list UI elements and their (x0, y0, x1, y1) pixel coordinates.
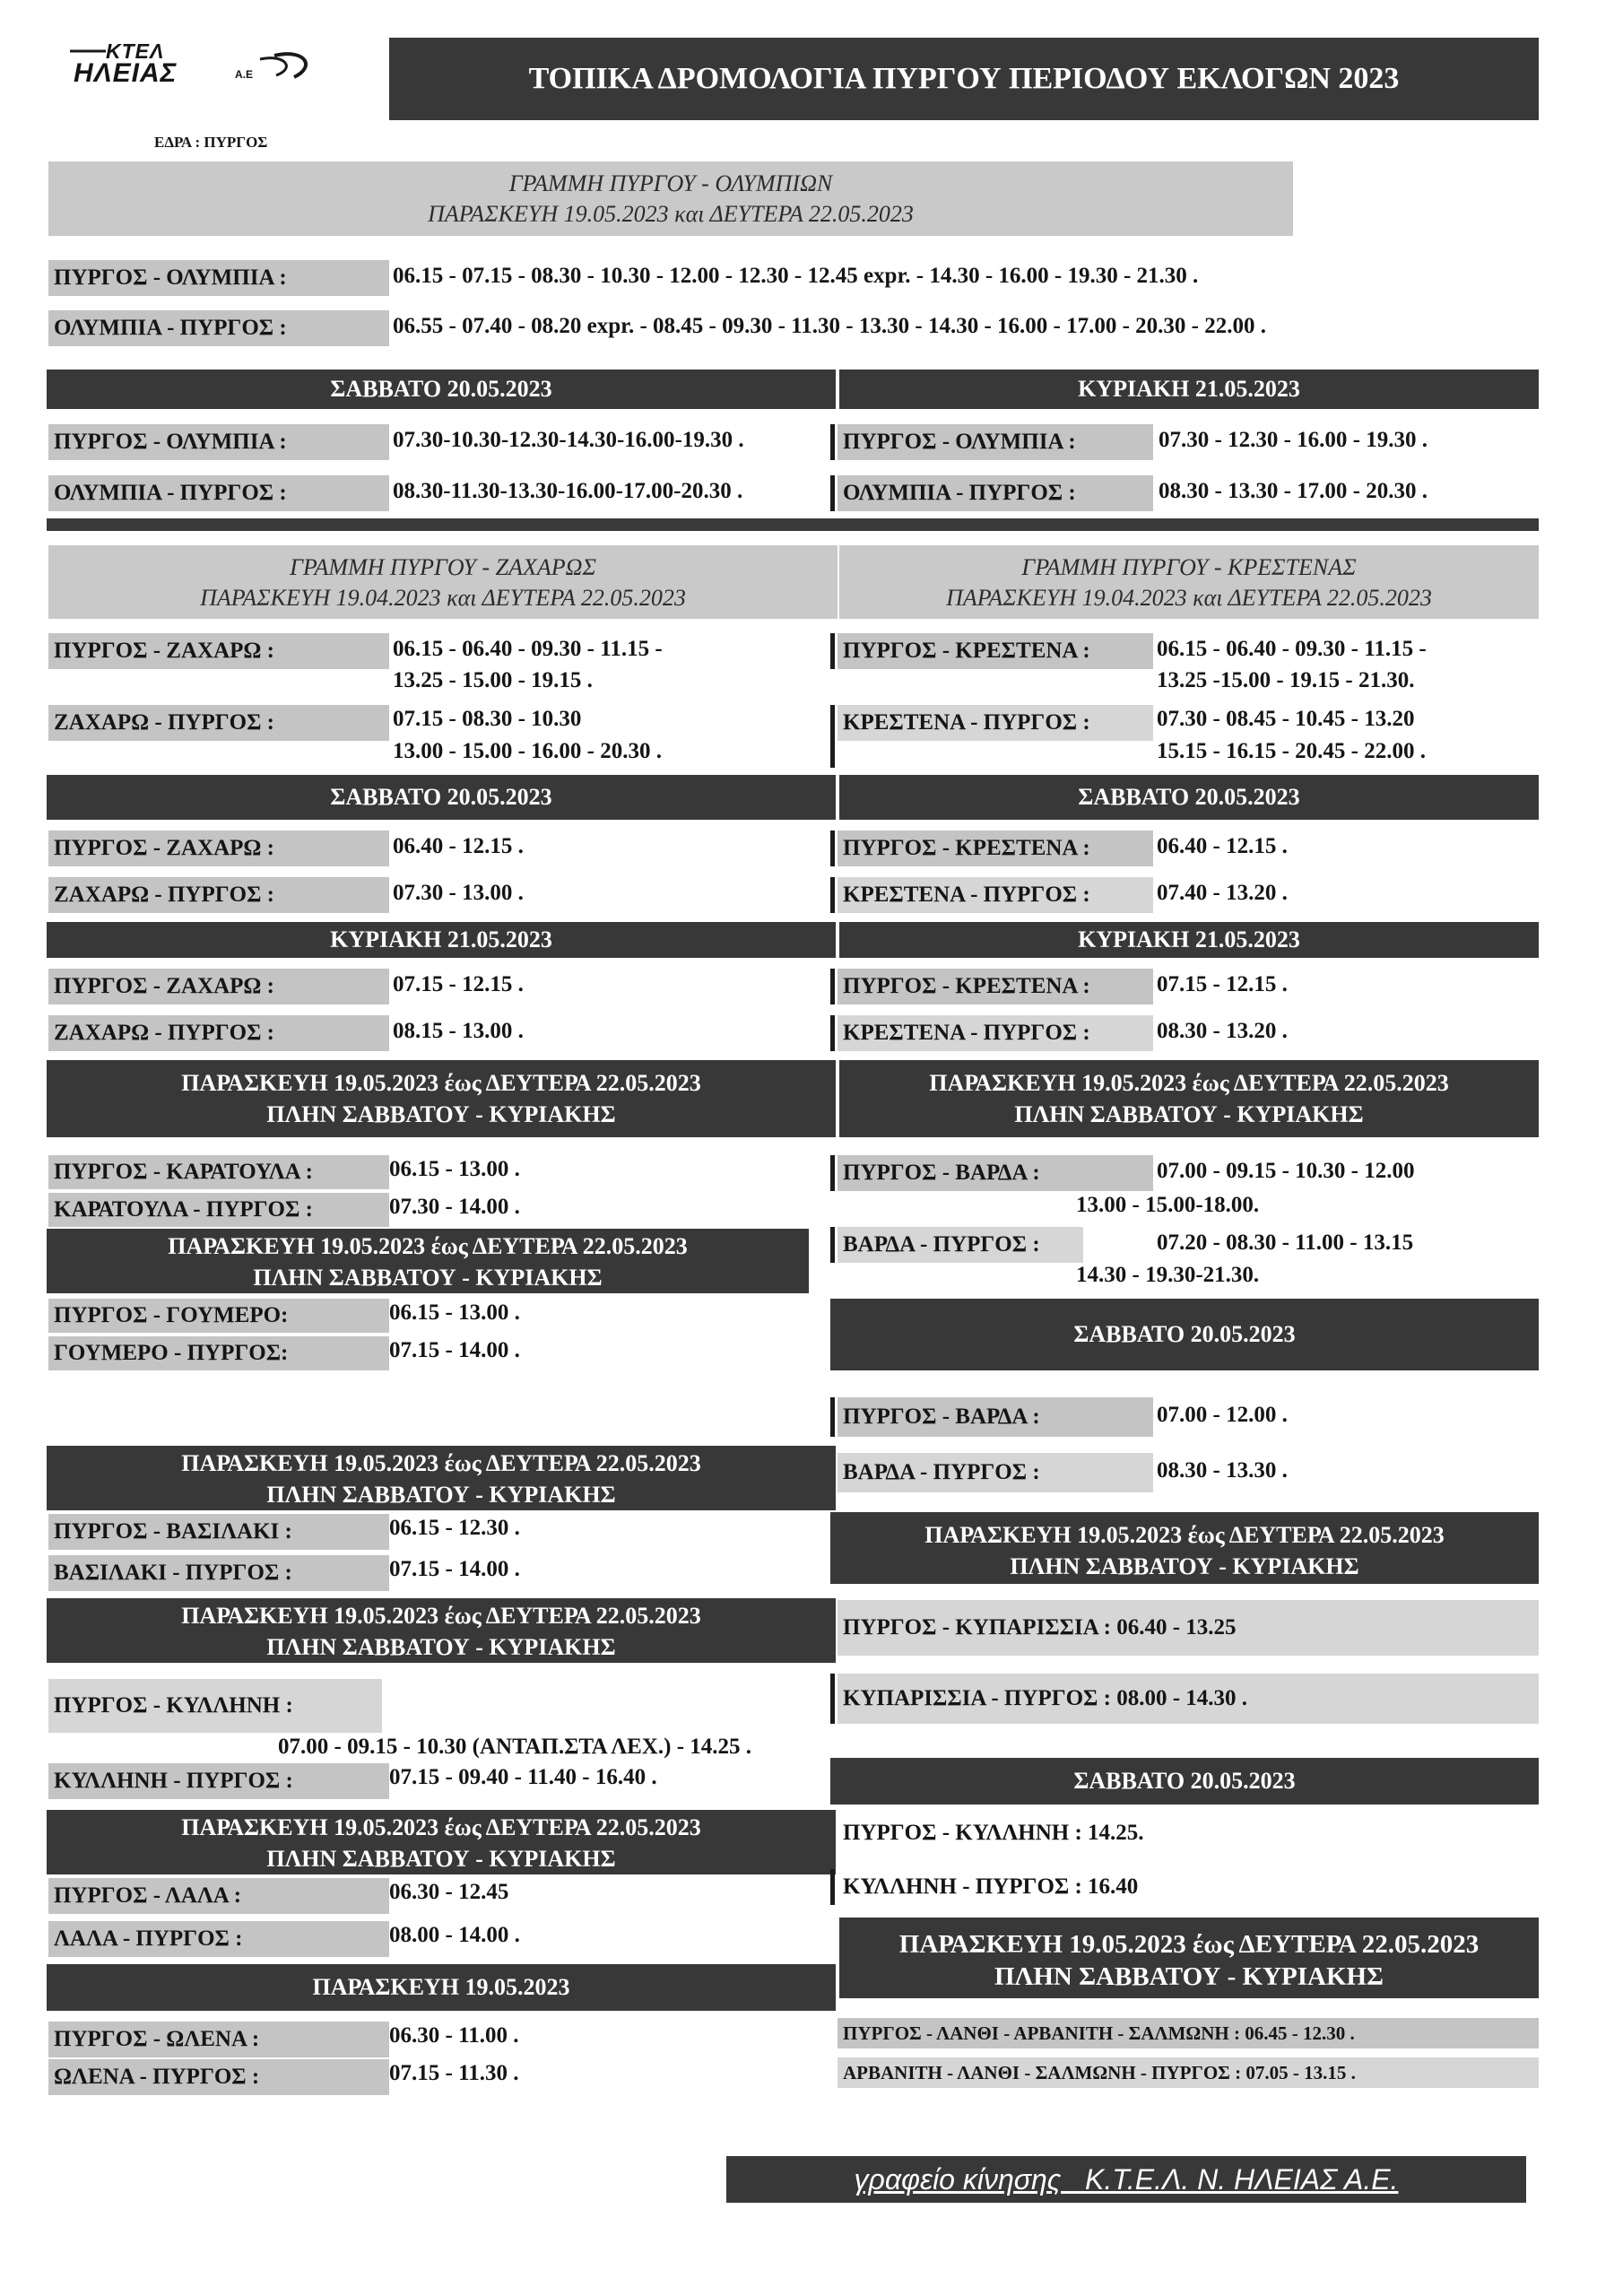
karatoula-out-times: 06.15 - 13.00 . (389, 1157, 520, 1181)
olena-ret-times: 07.15 - 11.30 . (389, 2061, 519, 2085)
krestena-sun-ret-times: 08.30 - 13.20 . (1157, 1019, 1288, 1043)
divider-bar (830, 424, 835, 460)
lala-out-label: ΠΥΡΓΟΣ - ΛΑΛΑ : (48, 1878, 389, 1914)
varda-ret-times-1: 07.20 - 08.30 - 11.00 - 13.15 (1157, 1231, 1414, 1255)
zacharo-out-label: ΠΥΡΓΟΣ - ΖΑΧΑΡΩ : (48, 633, 389, 669)
olympia-sat-header: ΣΑΒΒΑΤΟ 20.05.2023 (47, 370, 836, 409)
krestena-ret-times-1: 07.30 - 08.45 - 10.45 - 13.20 (1157, 707, 1415, 731)
divider-bar (830, 969, 835, 1004)
weekday-header-line2: ΠΛΗΝ ΣΑΒΒΑΤΟΥ - ΚΥΡΙΑΚΗΣ (266, 1634, 616, 1660)
zacharo-out-times-1: 06.15 - 06.40 - 09.30 - 11.15 - (393, 637, 663, 661)
zacharo-sat-ret-label: ΖΑΧΑΡΩ - ΠΥΡΓΟΣ : (48, 877, 389, 913)
divider-bar (830, 1015, 835, 1051)
weekday-header-line1: ΠΑΡΑΣΚΕΥΗ 19.05.2023 έως ΔΕΥΤΕΡΑ 22.05.2023 (924, 1522, 1445, 1548)
weekday-header-line2: ΠΛΗΝ ΣΑΒΒΑΤΟΥ - ΚΥΡΙΑΚΗΣ (266, 1482, 616, 1508)
weekday-header-line1: ΠΑΡΑΣΚΕΥΗ 19.05.2023 έως ΔΕΥΤΕΡΑ 22.05.2023 (181, 1450, 701, 1476)
kyparissia-out: ΠΥΡΓΟΣ - ΚΥΠΑΡΙΣΣΙΑ : 06.40 - 13.25 (838, 1600, 1539, 1656)
varda-sat-ret-label: ΒΑΡΔΑ - ΠΥΡΓΟΣ : (838, 1453, 1153, 1492)
kyllini-out-label: ΠΥΡΓΟΣ - ΚΥΛΛΗΝΗ : (48, 1679, 382, 1733)
lanthi-header (839, 1918, 1539, 1998)
weekday-header-line1: ΠΑΡΑΣΚΕΥΗ 19.05.2023 έως ΔΕΥΤΕΡΑ 22.05.2023 (181, 1814, 701, 1840)
olympia-sat-out-label: ΠΥΡΓΟΣ - ΟΛΥΜΠΙΑ : (48, 424, 389, 460)
goumero-header (47, 1229, 809, 1293)
zacharo-ret-times-2: 13.00 - 15.00 - 16.00 - 20.30 . (393, 739, 662, 763)
varda-out-times-1: 07.00 - 09.15 - 10.30 - 12.00 (1157, 1159, 1415, 1183)
lala-ret-label: ΛΑΛΑ - ΠΥΡΓΟΣ : (48, 1921, 389, 1957)
varda-sat-ret-times: 08.30 - 13.30 . (1157, 1458, 1288, 1483)
weekday-header-line2: ΠΛΗΝ ΣΑΒΒΑΤΟΥ - ΚΥΡΙΑΚΗΣ (994, 1962, 1384, 1991)
olympia-ret-label: ΟΛΥΜΠΙΑ - ΠΥΡΓΟΣ : (48, 310, 389, 346)
logo-suffix: Α.Ε (235, 68, 254, 81)
goumero-out-label: ΠΥΡΓΟΣ - ΓΟΥΜΕΡΟ: (48, 1299, 389, 1333)
vasilaki-ret-label: ΒΑΣΙΛΑΚΙ - ΠΥΡΓΟΣ : (48, 1555, 389, 1591)
weekday-header-line2: ΠΛΗΝ ΣΑΒΒΑΤΟΥ - ΚΥΡΙΑΚΗΣ (253, 1265, 603, 1291)
divider-bar (830, 1155, 835, 1191)
divider-bar (830, 1869, 835, 1905)
logo-line2: ΗΛΕΙΑΣ (74, 58, 178, 88)
olympia-out-times: 06.15 - 07.15 - 08.30 - 10.30 - 12.00 - 12.30 - 12.45 expr. - 14.30 - 16.00 - 19.30 - 21.30 . (393, 264, 1199, 288)
zacharo-sat-out-times: 06.40 - 12.15 . (393, 834, 524, 858)
kyparissia-ret: ΚΥΠΑΡΙΣΣΙΑ - ΠΥΡΓΟΣ : 08.00 - 14.30 . (838, 1674, 1539, 1724)
divider-bar (830, 831, 835, 866)
kyllini-out-times: 07.00 - 09.15 - 10.30 (ΑΝΤΑΠ.ΣΤΑ ΛΕΧ.) - 14.25 . (278, 1735, 752, 1759)
olena-ret-label: ΩΛΕΝΑ - ΠΥΡΓΟΣ : (48, 2059, 389, 2095)
footer-text: γραφείο κίνησης Κ.Τ.Ε.Λ. Ν. ΗΛΕΙΑΣ Α.Ε. (854, 2162, 1399, 2196)
zacharo-out-times-2: 13.25 - 15.00 - 19.15 . (393, 668, 593, 692)
seat-label: ΕΔΡΑ : ΠΥΡΓΟΣ (154, 134, 268, 151)
logo-line1: ΚΤΕΛ (106, 39, 165, 63)
weekday-header-line1: ΠΑΡΑΣΚΕΥΗ 19.05.2023 έως ΔΕΥΤΕΡΑ 22.05.2023 (181, 1070, 701, 1096)
goumero-ret-label: ΓΟΥΜΕΡΟ - ΠΥΡΓΟΣ: (48, 1336, 389, 1370)
krestena-ret-times-2: 15.15 - 16.15 - 20.45 - 22.00 . (1157, 739, 1426, 763)
zacharo-sat-header: ΣΑΒΒΑΤΟ 20.05.2023 (47, 775, 836, 820)
karatoula-ret-label: ΚΑΡΑΤΟΥΛΑ - ΠΥΡΓΟΣ : (48, 1193, 389, 1227)
krestena-sat-out-label: ΠΥΡΓΟΣ - ΚΡΕΣΤΕΝΑ : (838, 831, 1153, 866)
company-logo (70, 39, 321, 88)
zacharo-sun-ret-times: 08.15 - 13.00 . (393, 1019, 524, 1043)
divider-bar (830, 877, 835, 913)
lanthi-ret: ΑΡΒΑΝΙΤΗ - ΛΑΝΘΙ - ΣΑΛΜΩΝΗ - ΠΥΡΓΟΣ : 07.05 - 13.15 . (838, 2057, 1539, 2088)
zacharo-sat-ret-times: 07.30 - 13.00 . (393, 881, 524, 905)
zacharo-ret-times-1: 07.15 - 08.30 - 10.30 (393, 707, 582, 731)
weekday-header-line1: ΠΑΡΑΣΚΕΥΗ 19.05.2023 έως ΔΕΥΤΕΡΑ 22.05.2023 (898, 1930, 1480, 1959)
olympia-line-title: ΓΡΑΜΜΗ ΠΥΡΓΟΥ - ΟΛΥΜΠΙΩΝ (508, 170, 833, 196)
olympia-sat-ret-times: 08.30-11.30-13.30-16.00-17.00-20.30 . (393, 479, 743, 503)
weekday-header-line2: ΠΛΗΝ ΣΑΒΒΑΤΟΥ - ΚΥΡΙΑΚΗΣ (266, 1101, 616, 1127)
olympia-dates: ΠΑΡΑΣΚΕΥΗ 19.05.2023 και ΔΕΥΤΕΡΑ 22.05.2023 (428, 201, 914, 227)
olympia-header (48, 161, 1293, 236)
kyllini-sat-header: ΣΑΒΒΑΤΟ 20.05.2023 (830, 1758, 1539, 1805)
lala-header (47, 1810, 836, 1874)
krestena-dates: ΠΑΡΑΣΚΕΥΗ 19.04.2023 και ΔΕΥΤΕΡΑ 22.05.2023 (946, 585, 1432, 611)
varda-sat-header: ΣΑΒΒΑΤΟ 20.05.2023 (830, 1299, 1539, 1370)
olympia-sun-out-label: ΠΥΡΓΟΣ - ΟΛΥΜΠΙΑ : (838, 424, 1153, 460)
kyllini-header (47, 1598, 836, 1663)
weekday-header-line2: ΠΛΗΝ ΣΑΒΒΑΤΟΥ - ΚΥΡΙΑΚΗΣ (1010, 1553, 1359, 1579)
zacharo-header (48, 545, 838, 619)
section-divider (47, 518, 1539, 531)
krestena-out-times-2: 13.25 -15.00 - 19.15 - 21.30. (1157, 668, 1415, 692)
karatoula-out-label: ΠΥΡΓΟΣ - ΚΑΡΑΤΟΥΛΑ : (48, 1155, 389, 1189)
goumero-out-times: 06.15 - 13.00 . (389, 1300, 520, 1325)
weekday-header-line2: ΠΛΗΝ ΣΑΒΒΑΤΟΥ - ΚΥΡΙΑΚΗΣ (1014, 1101, 1364, 1127)
zacharo-sun-out-times: 07.15 - 12.15 . (393, 972, 524, 996)
olympia-sun-ret-times: 08.30 - 13.30 - 17.00 - 20.30 . (1159, 479, 1428, 503)
kyllini-ret-times: 07.15 - 09.40 - 11.40 - 16.40 . (389, 1765, 657, 1789)
vasilaki-out-times: 06.15 - 12.30 . (389, 1516, 520, 1540)
varda-ret-times-2: 14.30 - 19.30-21.30. (1076, 1263, 1260, 1287)
divider-bar (830, 705, 835, 768)
kyllini-sat-ret: ΚΥΛΛΗΝΗ - ΠΥΡΓΟΣ : 16.40 (843, 1874, 1139, 1899)
olympia-sun-ret-label: ΟΛΥΜΠΙΑ - ΠΥΡΓΟΣ : (838, 475, 1153, 511)
krestena-header (839, 545, 1539, 619)
divider-bar (830, 1674, 835, 1724)
olena-out-label: ΠΥΡΓΟΣ - ΩΛΕΝΑ : (48, 2022, 389, 2057)
krestena-sun-out-times: 07.15 - 12.15 . (1157, 972, 1288, 996)
lanthi-out: ΠΥΡΓΟΣ - ΛΑΝΘΙ - ΑΡΒΑΝΙΤΗ - ΣΑΛΜΩΝΗ : 06.45 - 12.30 . (838, 2018, 1539, 2048)
olympia-sun-header: ΚΥΡΙΑΚΗ 21.05.2023 (839, 370, 1539, 409)
olympia-sat-ret-label: ΟΛΥΜΠΙΑ - ΠΥΡΓΟΣ : (48, 475, 389, 511)
krestena-sat-ret-label: ΚΡΕΣΤΕΝΑ - ΠΥΡΓΟΣ : (838, 877, 1153, 913)
zacharo-sat-out-label: ΠΥΡΓΟΣ - ΖΑΧΑΡΩ : (48, 831, 389, 866)
weekday-header-line2: ΠΛΗΝ ΣΑΒΒΑΤΟΥ - ΚΥΡΙΑΚΗΣ (266, 1846, 616, 1872)
lala-out-times: 06.30 - 12.45 (389, 1880, 509, 1904)
weekday-header-line1: ΠΑΡΑΣΚΕΥΗ 19.05.2023 έως ΔΕΥΤΕΡΑ 22.05.2023 (929, 1070, 1449, 1096)
divider-bar (830, 475, 835, 511)
title-banner (389, 38, 1539, 120)
lala-ret-times: 08.00 - 14.00 . (389, 1923, 520, 1947)
olympia-out-label: ΠΥΡΓΟΣ - ΟΛΥΜΠΙΑ : (48, 260, 389, 296)
weekday-header-line1: ΠΑΡΑΣΚΕΥΗ 19.05.2023 έως ΔΕΥΤΕΡΑ 22.05.2023 (168, 1233, 688, 1259)
olympia-sun-out-times: 07.30 - 12.30 - 16.00 - 19.30 . (1159, 428, 1428, 452)
krestena-sun-header: ΚΥΡΙΑΚΗ 21.05.2023 (839, 922, 1539, 958)
vasilaki-header (47, 1446, 836, 1510)
krestena-out-label: ΠΥΡΓΟΣ - ΚΡΕΣΤΕΝΑ : (838, 633, 1153, 669)
kyparissia-header (830, 1512, 1539, 1584)
vasilaki-ret-times: 07.15 - 14.00 . (389, 1557, 520, 1581)
krestena-sat-out-times: 06.40 - 12.15 . (1157, 834, 1288, 858)
krestena-ret-label: ΚΡΕΣΤΕΝΑ - ΠΥΡΓΟΣ : (838, 705, 1153, 741)
olympia-ret-times: 06.55 - 07.40 - 08.20 expr. - 08.45 - 09.30 - 11.30 - 13.30 - 14.30 - 16.00 - 17.00 - 20.30 - 22.00 . (393, 314, 1266, 338)
divider-bar (830, 1227, 835, 1263)
krestena-sat-header: ΣΑΒΒΑΤΟ 20.05.2023 (839, 775, 1539, 820)
zacharo-sun-ret-label: ΖΑΧΑΡΩ - ΠΥΡΓΟΣ : (48, 1015, 389, 1051)
zacharo-sun-out-label: ΠΥΡΓΟΣ - ΖΑΧΑΡΩ : (48, 969, 389, 1004)
kyllini-ret-label: ΚΥΛΛΗΝΗ - ΠΥΡΓΟΣ : (48, 1763, 389, 1799)
varda-out-label: ΠΥΡΓΟΣ - ΒΑΡΔΑ : (838, 1155, 1153, 1191)
krestena-sun-ret-label: ΚΡΕΣΤΕΝΑ - ΠΥΡΓΟΣ : (838, 1015, 1153, 1051)
karatoula-header (47, 1060, 836, 1137)
zacharo-line-title: ΓΡΑΜΜΗ ΠΥΡΓΟΥ - ΖΑΧΑΡΩΣ (290, 554, 596, 580)
vasilaki-out-label: ΠΥΡΓΟΣ - ΒΑΣΙΛΑΚΙ : (48, 1514, 389, 1550)
zacharo-dates: ΠΑΡΑΣΚΕΥΗ 19.04.2023 και ΔΕΥΤΕΡΑ 22.05.2023 (200, 585, 686, 611)
goumero-ret-times: 07.15 - 14.00 . (389, 1338, 520, 1362)
olena-out-times: 06.30 - 11.00 . (389, 2023, 519, 2048)
weekday-header-line1: ΠΑΡΑΣΚΕΥΗ 19.05.2023 έως ΔΕΥΤΕΡΑ 22.05.2023 (181, 1603, 701, 1629)
footer-banner (726, 2156, 1526, 2203)
divider-bar (830, 1397, 835, 1437)
karatoula-ret-times: 07.30 - 14.00 . (389, 1195, 520, 1219)
varda-header (839, 1060, 1539, 1137)
varda-out-times-2: 13.00 - 15.00-18.00. (1076, 1193, 1260, 1217)
olena-header: ΠΑΡΑΣΚΕΥΗ 19.05.2023 (47, 1964, 836, 2011)
krestena-sun-out-label: ΠΥΡΓΟΣ - ΚΡΕΣΤΕΝΑ : (838, 969, 1153, 1004)
olympia-sat-out-times: 07.30-10.30-12.30-14.30-16.00-19.30 . (393, 428, 744, 452)
divider-bar (830, 633, 835, 669)
krestena-out-times-1: 06.15 - 06.40 - 09.30 - 11.15 - (1157, 637, 1427, 661)
krestena-sat-ret-times: 07.40 - 13.20 . (1157, 881, 1288, 905)
kyllini-sat-out: ΠΥΡΓΟΣ - ΚΥΛΛΗΝΗ : 14.25. (843, 1821, 1144, 1845)
krestena-line-title: ΓΡΑΜΜΗ ΠΥΡΓΟΥ - ΚΡΕΣΤΕΝΑΣ (1021, 554, 1357, 580)
varda-ret-label: ΒΑΡΔΑ - ΠΥΡΓΟΣ : (838, 1227, 1083, 1263)
zacharo-sun-header: ΚΥΡΙΑΚΗ 21.05.2023 (47, 922, 836, 958)
varda-sat-out-times: 07.00 - 12.00 . (1157, 1403, 1288, 1427)
varda-sat-out-label: ΠΥΡΓΟΣ - ΒΑΡΔΑ : (838, 1397, 1153, 1437)
page-title: ΤΟΠΙΚΑ ΔΡΟΜΟΛΟΓΙΑ ΠΥΡΓΟΥ ΠΕΡΙΟΔΟΥ ΕΚΛΟΓΩΝ 2023 (528, 62, 1400, 95)
zacharo-ret-label: ΖΑΧΑΡΩ - ΠΥΡΓΟΣ : (48, 705, 389, 741)
